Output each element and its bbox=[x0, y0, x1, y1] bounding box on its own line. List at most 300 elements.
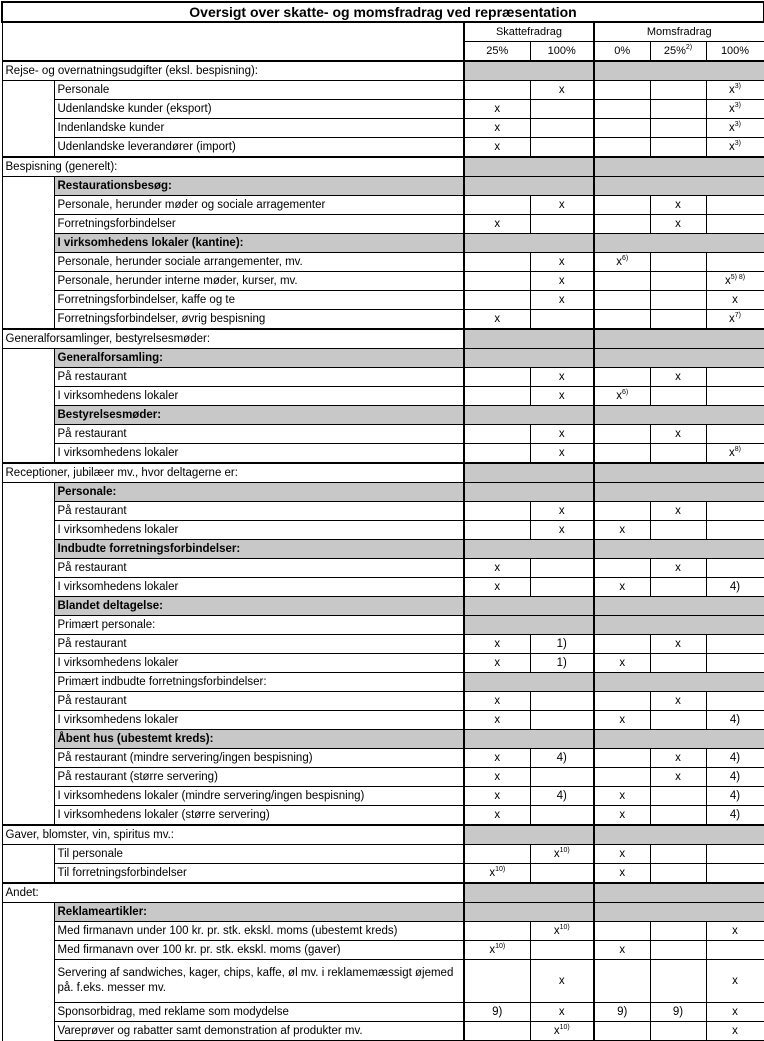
indent-cell bbox=[2, 368, 54, 387]
cell-s25 bbox=[464, 272, 530, 291]
table-row bbox=[2, 559, 764, 578]
table-row bbox=[2, 825, 764, 845]
cell-m100 bbox=[706, 845, 764, 864]
item-label: I virksomhedens lokaler bbox=[54, 444, 464, 464]
indent-cell bbox=[2, 787, 54, 806]
cell-m0 bbox=[594, 444, 650, 464]
cell-m100 bbox=[706, 864, 764, 884]
cell-s25: x bbox=[464, 768, 530, 787]
item-label: I virksomhedens lokaler (større servering) bbox=[54, 806, 464, 826]
table-row bbox=[2, 806, 764, 826]
cell-s100: x bbox=[530, 444, 594, 464]
table-row bbox=[2, 310, 764, 330]
cell-m25: x bbox=[650, 215, 706, 234]
shaded-cell bbox=[594, 825, 764, 845]
table-row bbox=[2, 177, 764, 196]
table-row bbox=[2, 138, 764, 158]
section-label: Bespisning (generelt): bbox=[2, 157, 464, 177]
table-row bbox=[2, 883, 764, 903]
item-label: Med firmanavn under 100 kr. pr. stk. ekskl. moms (ubestemt kreds) bbox=[54, 922, 464, 941]
header-skat-100: 100% bbox=[530, 42, 594, 62]
cell-m0: x bbox=[594, 806, 650, 826]
table-row bbox=[2, 196, 764, 215]
cell-s25: x bbox=[464, 749, 530, 768]
indent-cell bbox=[2, 654, 54, 673]
cell-m25: x bbox=[650, 692, 706, 711]
table-row bbox=[2, 483, 764, 502]
item-label: Forretningsforbindelser, øvrig bespisning bbox=[54, 310, 464, 330]
cell-m100: x bbox=[706, 960, 764, 1003]
cell-m25: x bbox=[650, 559, 706, 578]
subsection-label: Restaurationsbesøg: bbox=[54, 177, 464, 196]
shaded-cell bbox=[464, 483, 594, 502]
cell-m0: x bbox=[594, 521, 650, 540]
cell-m25 bbox=[650, 138, 706, 158]
shaded-cell bbox=[594, 177, 764, 196]
shaded-cell bbox=[594, 540, 764, 559]
table-row bbox=[2, 368, 764, 387]
cell-m100: 4) bbox=[706, 711, 764, 730]
cell-s25: x bbox=[464, 806, 530, 826]
cell-s100 bbox=[530, 941, 594, 960]
cell-m25: x bbox=[650, 368, 706, 387]
cell-m0: x bbox=[594, 864, 650, 884]
cell-m0 bbox=[594, 100, 650, 119]
shaded-cell bbox=[594, 234, 764, 253]
cell-s100: 1) bbox=[530, 635, 594, 654]
cell-s100: $x^{10)}$ bbox=[530, 845, 594, 864]
cell-m0 bbox=[594, 138, 650, 158]
cell-m0: 9) bbox=[594, 1003, 650, 1022]
cell-s25 bbox=[464, 387, 530, 406]
cell-m0 bbox=[594, 692, 650, 711]
table-row bbox=[2, 234, 764, 253]
cell-m100: $x^{3)}$ bbox=[706, 138, 764, 158]
cell-m0 bbox=[594, 425, 650, 444]
item-label: På restaurant bbox=[54, 502, 464, 521]
indent-cell bbox=[2, 941, 54, 960]
item-label: Forretningsforbindelser bbox=[54, 215, 464, 234]
cell-m25 bbox=[650, 1022, 706, 1041]
table-row bbox=[2, 157, 764, 177]
item-label: Personale, herunder sociale arrangementer, mv. bbox=[54, 253, 464, 272]
table-row bbox=[2, 444, 764, 464]
cell-m0: $x^{6)}$ bbox=[594, 253, 650, 272]
indent-cell bbox=[2, 291, 54, 310]
item-label: På restaurant (mindre servering/ingen bespisning) bbox=[54, 749, 464, 768]
cell-m0 bbox=[594, 635, 650, 654]
cell-m0 bbox=[594, 272, 650, 291]
cell-m0: x bbox=[594, 711, 650, 730]
shaded-cell bbox=[464, 616, 594, 635]
cell-s100: x bbox=[530, 387, 594, 406]
cell-s100 bbox=[530, 578, 594, 597]
table-row bbox=[2, 406, 764, 425]
cell-m0: x bbox=[594, 845, 650, 864]
item-label: Forretningsforbindelser, kaffe og te bbox=[54, 291, 464, 310]
cell-s25 bbox=[464, 1022, 530, 1041]
indent-cell bbox=[2, 177, 54, 196]
cell-m0: x bbox=[594, 654, 650, 673]
indent-cell bbox=[2, 272, 54, 291]
item-label: På restaurant bbox=[54, 368, 464, 387]
cell-s25 bbox=[464, 922, 530, 941]
shaded-cell bbox=[464, 673, 594, 692]
cell-s25: $x^{10)}$ bbox=[464, 941, 530, 960]
item-label: Primært indbudte forretningsforbindelser: bbox=[54, 673, 464, 692]
cell-m25 bbox=[650, 922, 706, 941]
cell-s100: 1) bbox=[530, 654, 594, 673]
shaded-cell bbox=[464, 730, 594, 749]
item-label: I virksomhedens lokaler bbox=[54, 711, 464, 730]
header-skat-25: 25% bbox=[464, 42, 530, 62]
subsection-label: Blandet deltagelse: bbox=[54, 597, 464, 616]
cell-m0 bbox=[594, 559, 650, 578]
table-row bbox=[2, 673, 764, 692]
cell-m0: x bbox=[594, 578, 650, 597]
shaded-cell bbox=[464, 463, 594, 483]
table-row bbox=[2, 463, 764, 483]
table-row bbox=[2, 291, 764, 310]
cell-m100: 4) bbox=[706, 806, 764, 826]
representation-table bbox=[1, 1, 764, 1041]
cell-m25 bbox=[650, 119, 706, 138]
shaded-cell bbox=[594, 406, 764, 425]
cell-s25: $x^{10)}$ bbox=[464, 864, 530, 884]
cell-s100: x bbox=[530, 521, 594, 540]
cell-s100 bbox=[530, 310, 594, 330]
cell-s100: x bbox=[530, 502, 594, 521]
table-row bbox=[2, 521, 764, 540]
cell-m25 bbox=[650, 787, 706, 806]
cell-m0 bbox=[594, 768, 650, 787]
cell-m100: x bbox=[706, 1022, 764, 1041]
cell-m0 bbox=[594, 1022, 650, 1041]
subsection-label: I virksomhedens lokaler (kantine): bbox=[54, 234, 464, 253]
table-row bbox=[2, 692, 764, 711]
shaded-cell bbox=[464, 329, 594, 349]
table-row bbox=[2, 61, 764, 81]
cell-m25 bbox=[650, 444, 706, 464]
cell-m25 bbox=[650, 272, 706, 291]
cell-m25: x bbox=[650, 196, 706, 215]
table-row bbox=[2, 578, 764, 597]
cell-m0 bbox=[594, 368, 650, 387]
cell-m25 bbox=[650, 291, 706, 310]
item-label: På restaurant bbox=[54, 692, 464, 711]
cell-m25 bbox=[650, 864, 706, 884]
shaded-cell bbox=[464, 157, 594, 177]
cell-s100 bbox=[530, 559, 594, 578]
indent-cell bbox=[2, 234, 54, 253]
indent-cell bbox=[2, 119, 54, 138]
item-label: Sponsorbidrag, med reklame som modydelse bbox=[54, 1003, 464, 1022]
indent-cell bbox=[2, 253, 54, 272]
shaded-cell bbox=[594, 903, 764, 922]
cell-m100: $x^{3)}$ bbox=[706, 81, 764, 100]
section-label: Rejse- og overnatningsudgifter (eksl. bespisning): bbox=[2, 61, 464, 81]
indent-cell bbox=[2, 196, 54, 215]
cell-s25: x bbox=[464, 138, 530, 158]
cell-m25: x bbox=[650, 502, 706, 521]
cell-s25: x bbox=[464, 654, 530, 673]
cell-s25 bbox=[464, 444, 530, 464]
cell-s100 bbox=[530, 806, 594, 826]
cell-s25 bbox=[464, 521, 530, 540]
indent-cell bbox=[2, 749, 54, 768]
shaded-cell bbox=[594, 883, 764, 903]
subsection-label: Indbudte forretningsforbindelser: bbox=[54, 540, 464, 559]
cell-s100: x bbox=[530, 272, 594, 291]
cell-m25 bbox=[650, 100, 706, 119]
indent-cell bbox=[2, 444, 54, 464]
cell-m0 bbox=[594, 196, 650, 215]
cell-m0 bbox=[594, 119, 650, 138]
shaded-cell bbox=[594, 483, 764, 502]
item-label: Personale, herunder interne møder, kurser, mv. bbox=[54, 272, 464, 291]
cell-m100: 4) bbox=[706, 787, 764, 806]
cell-m0 bbox=[594, 291, 650, 310]
section-label: Gaver, blomster, vin, spiritus mv.: bbox=[2, 825, 464, 845]
indent-cell bbox=[2, 730, 54, 749]
indent-cell bbox=[2, 81, 54, 100]
item-label: Med firmanavn over 100 kr. pr. stk. ekskl. moms (gaver) bbox=[54, 941, 464, 960]
section-label: Receptioner, jubilæer mv., hvor deltagerne er: bbox=[2, 463, 464, 483]
indent-cell bbox=[2, 502, 54, 521]
table-row bbox=[2, 730, 764, 749]
table-row bbox=[2, 272, 764, 291]
item-label: Udenlandske leverandører (import) bbox=[54, 138, 464, 158]
cell-m100: 4) bbox=[706, 578, 764, 597]
cell-s25: x bbox=[464, 578, 530, 597]
subsection-label: Generalforsamling: bbox=[54, 349, 464, 368]
item-label: Vareprøver og rabatter samt demonstration af produkter mv. bbox=[54, 1022, 464, 1041]
cell-s25: x bbox=[464, 692, 530, 711]
table-row bbox=[2, 960, 764, 1003]
cell-s25 bbox=[464, 196, 530, 215]
cell-s25: x bbox=[464, 711, 530, 730]
cell-m25 bbox=[650, 387, 706, 406]
cell-s100 bbox=[530, 215, 594, 234]
table-row bbox=[2, 845, 764, 864]
item-label: Servering af sandwiches, kager, chips, kaffe, øl mv. i reklamemæssigt øjemed på. f.eks. messer mv. bbox=[54, 960, 464, 1003]
cell-m0 bbox=[594, 81, 650, 100]
cell-s25: 9) bbox=[464, 1003, 530, 1022]
item-label: På restaurant bbox=[54, 635, 464, 654]
section-label: Andet: bbox=[2, 883, 464, 903]
cell-m100 bbox=[706, 521, 764, 540]
item-label: I virksomhedens lokaler bbox=[54, 578, 464, 597]
cell-m25 bbox=[650, 521, 706, 540]
cell-m25 bbox=[650, 845, 706, 864]
cell-m0: x bbox=[594, 941, 650, 960]
indent-cell bbox=[2, 845, 54, 864]
cell-s100: x bbox=[530, 425, 594, 444]
cell-m100 bbox=[706, 635, 764, 654]
subsection-label: Reklameartikler: bbox=[54, 903, 464, 922]
cell-m25 bbox=[650, 253, 706, 272]
item-label: På restaurant (større servering) bbox=[54, 768, 464, 787]
shaded-cell bbox=[464, 349, 594, 368]
shaded-cell bbox=[594, 157, 764, 177]
item-label: Personale bbox=[54, 81, 464, 100]
cell-m100: $x^{8)}$ bbox=[706, 444, 764, 464]
indent-cell bbox=[2, 406, 54, 425]
table-row bbox=[2, 787, 764, 806]
cell-m100 bbox=[706, 196, 764, 215]
cell-s100 bbox=[530, 692, 594, 711]
table-row bbox=[2, 81, 764, 100]
indent-cell bbox=[2, 540, 54, 559]
table-row bbox=[2, 864, 764, 884]
header-momsfradrag: Momsfradrag bbox=[594, 22, 764, 42]
indent-cell bbox=[2, 1003, 54, 1022]
cell-s25: x bbox=[464, 635, 530, 654]
shaded-cell bbox=[594, 616, 764, 635]
cell-s100 bbox=[530, 138, 594, 158]
cell-m100: $x^{3)}$ bbox=[706, 100, 764, 119]
item-label: Til forretningsforbindelser bbox=[54, 864, 464, 884]
indent-cell bbox=[2, 1022, 54, 1041]
indent-cell bbox=[2, 903, 54, 922]
indent-cell bbox=[2, 387, 54, 406]
header-moms-0: 0% bbox=[594, 42, 650, 62]
table-row bbox=[2, 749, 764, 768]
item-label: I virksomhedens lokaler bbox=[54, 387, 464, 406]
cell-s25 bbox=[464, 502, 530, 521]
cell-m100: 4) bbox=[706, 749, 764, 768]
table-row bbox=[2, 768, 764, 787]
shaded-cell bbox=[464, 177, 594, 196]
cell-m25 bbox=[650, 806, 706, 826]
indent-cell bbox=[2, 806, 54, 826]
cell-m100 bbox=[706, 215, 764, 234]
cell-s25 bbox=[464, 368, 530, 387]
table-row bbox=[2, 1003, 764, 1022]
table-row bbox=[2, 903, 764, 922]
shaded-cell bbox=[594, 61, 764, 81]
cell-m100 bbox=[706, 253, 764, 272]
header-moms-100: 100% bbox=[706, 42, 764, 62]
cell-m25: x bbox=[650, 749, 706, 768]
cell-s100: $x^{10)}$ bbox=[530, 1022, 594, 1041]
cell-s100: x bbox=[530, 960, 594, 1003]
table-row bbox=[2, 253, 764, 272]
shaded-cell bbox=[594, 329, 764, 349]
shaded-cell bbox=[464, 406, 594, 425]
indent-cell bbox=[2, 349, 54, 368]
shaded-cell bbox=[464, 234, 594, 253]
table-row bbox=[2, 387, 764, 406]
cell-s25: x bbox=[464, 787, 530, 806]
cell-m100: $x^{5) 8)}$ bbox=[706, 272, 764, 291]
cell-m100 bbox=[706, 654, 764, 673]
table-row bbox=[2, 941, 764, 960]
table-row bbox=[2, 616, 764, 635]
cell-s100 bbox=[530, 768, 594, 787]
indent-cell bbox=[2, 597, 54, 616]
table-row bbox=[2, 597, 764, 616]
table-row bbox=[2, 215, 764, 234]
table-row bbox=[2, 635, 764, 654]
cell-m0 bbox=[594, 749, 650, 768]
item-label: Udenlandske kunder (eksport) bbox=[54, 100, 464, 119]
cell-m100 bbox=[706, 941, 764, 960]
table-row bbox=[2, 1022, 764, 1041]
cell-s25 bbox=[464, 960, 530, 1003]
cell-s100: 4) bbox=[530, 749, 594, 768]
item-label: På restaurant bbox=[54, 559, 464, 578]
cell-m0: x bbox=[594, 787, 650, 806]
cell-m100 bbox=[706, 559, 764, 578]
table-row bbox=[2, 540, 764, 559]
item-label: I virksomhedens lokaler (mindre servering/ingen bespisning) bbox=[54, 787, 464, 806]
indent-cell bbox=[2, 711, 54, 730]
shaded-cell bbox=[464, 903, 594, 922]
table-row bbox=[2, 502, 764, 521]
cell-s100: $x^{10)}$ bbox=[530, 922, 594, 941]
item-label: På restaurant bbox=[54, 425, 464, 444]
cell-m25: x bbox=[650, 635, 706, 654]
item-label: I virksomhedens lokaler bbox=[54, 654, 464, 673]
cell-s100: x bbox=[530, 81, 594, 100]
indent-cell bbox=[2, 310, 54, 330]
indent-cell bbox=[2, 483, 54, 502]
indent-cell bbox=[2, 425, 54, 444]
cell-s100: x bbox=[530, 1003, 594, 1022]
cell-m100: $x^{7)}$ bbox=[706, 310, 764, 330]
table-row bbox=[2, 119, 764, 138]
cell-s100: x bbox=[530, 291, 594, 310]
item-label: I virksomhedens lokaler bbox=[54, 521, 464, 540]
cell-s100: x bbox=[530, 196, 594, 215]
cell-s100: x bbox=[530, 368, 594, 387]
cell-m25 bbox=[650, 960, 706, 1003]
cell-s100: 4) bbox=[530, 787, 594, 806]
header-skattefradrag: Skattefradrag bbox=[464, 22, 594, 42]
cell-m100 bbox=[706, 368, 764, 387]
cell-m0: $x^{6)}$ bbox=[594, 387, 650, 406]
cell-m100: x bbox=[706, 291, 764, 310]
cell-m100 bbox=[706, 692, 764, 711]
cell-s25: x bbox=[464, 215, 530, 234]
shaded-cell bbox=[464, 597, 594, 616]
section-label: Generalforsamlinger, bestyrelsesmøder: bbox=[2, 329, 464, 349]
cell-s100 bbox=[530, 711, 594, 730]
cell-m25 bbox=[650, 654, 706, 673]
subsection-label: Bestyrelsesmøder: bbox=[54, 406, 464, 425]
table-row bbox=[2, 100, 764, 119]
cell-m0 bbox=[594, 502, 650, 521]
cell-s25 bbox=[464, 253, 530, 272]
indent-cell bbox=[2, 692, 54, 711]
table-row bbox=[2, 654, 764, 673]
subsection-label: Åbent hus (ubestemt kreds): bbox=[54, 730, 464, 749]
shaded-cell bbox=[594, 730, 764, 749]
cell-m100 bbox=[706, 387, 764, 406]
header-blank bbox=[2, 22, 464, 61]
indent-cell bbox=[2, 100, 54, 119]
cell-s25: x bbox=[464, 310, 530, 330]
shaded-cell bbox=[464, 540, 594, 559]
cell-m25: x bbox=[650, 425, 706, 444]
shaded-cell bbox=[464, 883, 594, 903]
shaded-cell bbox=[594, 349, 764, 368]
indent-cell bbox=[2, 559, 54, 578]
cell-s100 bbox=[530, 119, 594, 138]
table-row bbox=[2, 922, 764, 941]
shaded-cell bbox=[464, 61, 594, 81]
